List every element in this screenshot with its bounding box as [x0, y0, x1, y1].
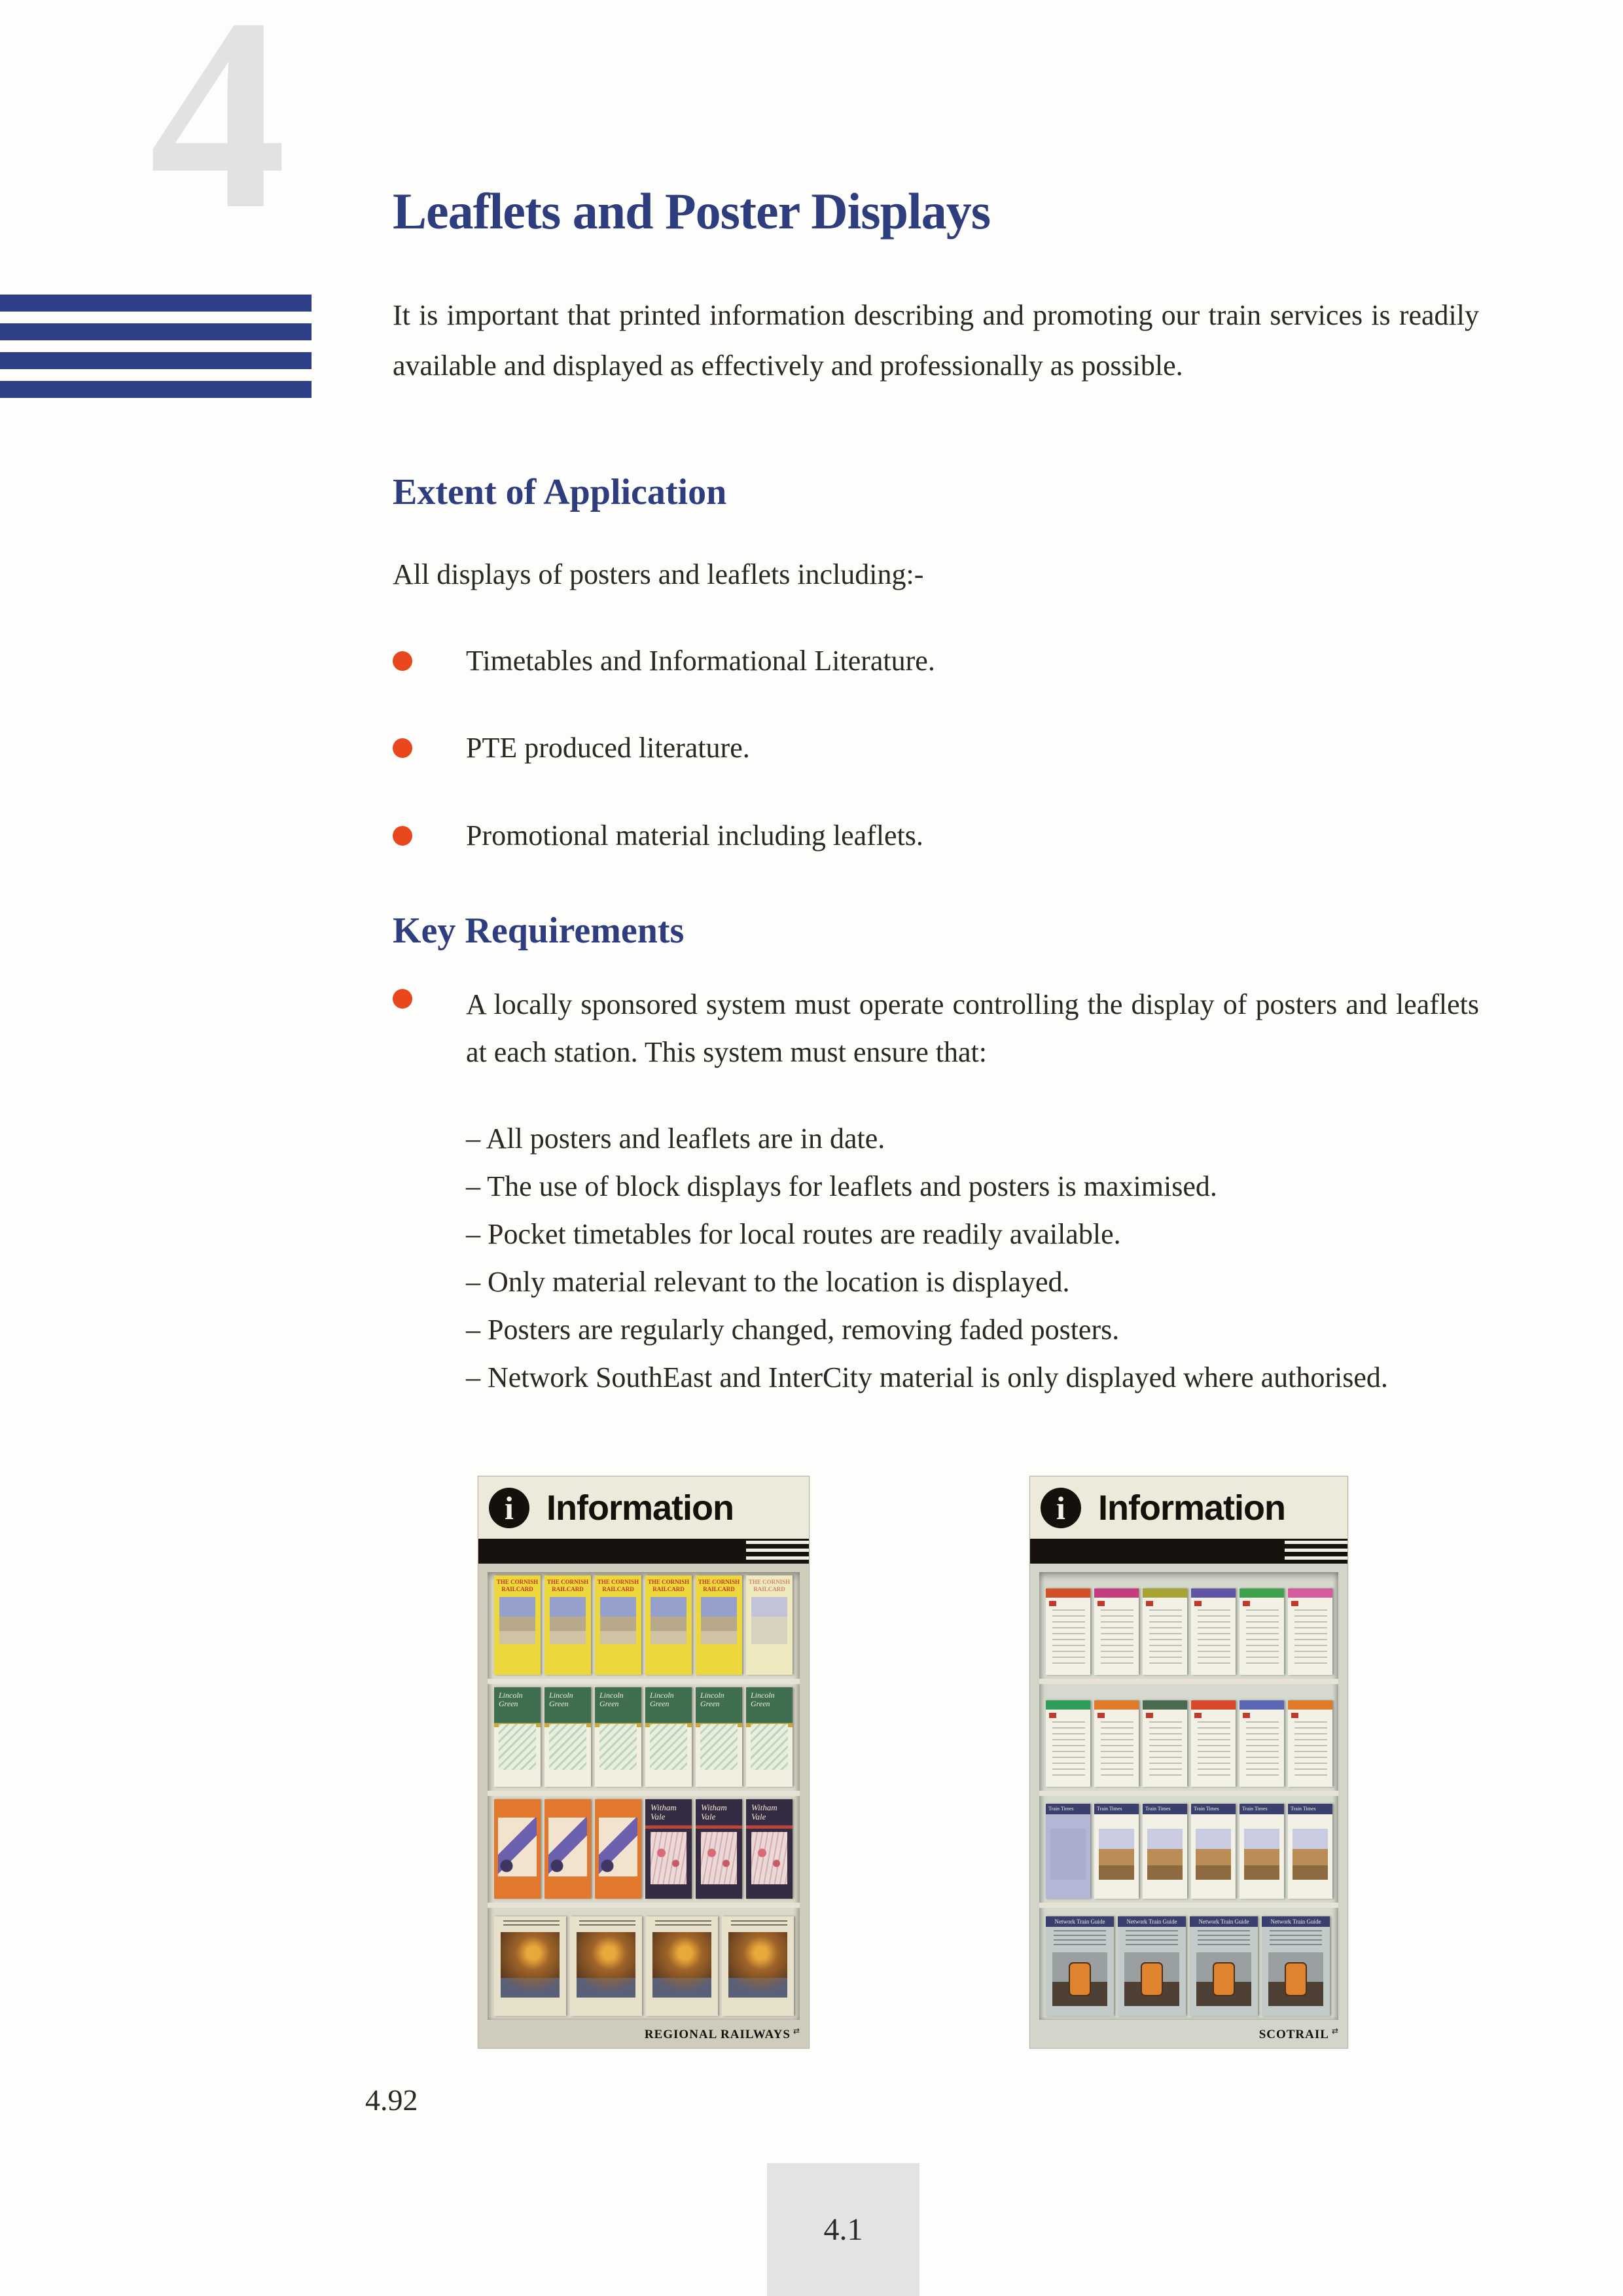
leaflet-title: Lincoln Green [751, 1691, 775, 1708]
train-photo [1285, 1962, 1307, 1996]
leaflet-cover-art [499, 1597, 535, 1644]
shelf-row [488, 1572, 800, 1684]
leaflet-timetable [1191, 1588, 1236, 1675]
information-sign-label: Information [546, 1488, 734, 1528]
stripe [0, 352, 312, 369]
leaflet-cornish-railcard [494, 1575, 541, 1675]
leaflet-train-times [1046, 1804, 1090, 1899]
leaflet-stripe [696, 1825, 742, 1829]
leaflet-cornish-railcard [595, 1575, 641, 1675]
leaflet-title: THE CORNISH RAILCARD [546, 1579, 589, 1592]
leaflet-cover-art [577, 1932, 635, 1998]
leaflet-text-lines [1198, 1609, 1230, 1666]
leaflet-witham-vale [696, 1799, 742, 1899]
leaflet-timetable [1046, 1588, 1090, 1675]
bullet-dot-icon [393, 826, 412, 846]
leaflet-cabinet [1039, 1572, 1338, 2020]
leaflet-title: Network Train Guide [1190, 1916, 1258, 1927]
leaflet-lincoln-green [645, 1687, 692, 1787]
leaflet-band [1143, 1588, 1187, 1598]
chapter-numeral: 4 [149, 0, 280, 266]
bullet-text: PTE produced literature. [466, 732, 750, 764]
leaflet-cornish-railcard [544, 1575, 591, 1675]
scotrail-logo: SCOTRAIL [1258, 2027, 1329, 2041]
sublist-item: – All posters and leaflets are in date. [466, 1122, 885, 1155]
leaflet-network-train-guide [1046, 1916, 1114, 2016]
leaflet-timetable [1094, 1588, 1139, 1675]
info-glyph: i [1056, 1489, 1065, 1526]
leaflet-cover-art [600, 1597, 636, 1644]
leaflet-title: Train Times [1143, 1804, 1187, 1814]
shelf-row [1039, 1684, 1338, 1796]
sign-stripes [746, 1541, 809, 1562]
leaflet-logo [1194, 1601, 1202, 1606]
leaflet-cover-art [550, 1597, 586, 1644]
leaflet-logo [1243, 1601, 1250, 1606]
leaflet-family-fare-special [544, 1799, 591, 1899]
leaflet-cornish-railcard [696, 1575, 742, 1675]
leaflet-cover-art [728, 1932, 787, 1998]
leaflet-train-times [1240, 1804, 1284, 1899]
leaflet-text-lines [1246, 1609, 1279, 1666]
leaflet-cover-art [501, 1932, 560, 1998]
sign-black-bar [1030, 1539, 1347, 1564]
leaflet-cover-art [499, 1724, 536, 1770]
bullet-item [393, 643, 935, 679]
leaflet-text-lines [1052, 1721, 1085, 1778]
leaflet-timetable [1191, 1700, 1236, 1787]
leaflet-timetable [1143, 1588, 1187, 1675]
shelf-row [1039, 1796, 1338, 1908]
regional-railways-logo: REGIONAL RAILWAYS [644, 2027, 791, 2041]
leaflet-title: Witham Vale [651, 1803, 677, 1821]
leaflet-title: Network Train Guide [1262, 1916, 1330, 1927]
leaflet-cover-art [599, 1724, 637, 1770]
leaflet-logo [1146, 1713, 1153, 1718]
bullet-text: Promotional material including leaflets. [466, 819, 923, 852]
leaflet-title: Train Times [1094, 1804, 1139, 1814]
leaflet-text-lines [1054, 1930, 1106, 1948]
bullet-item [393, 980, 1479, 1076]
shelf-row [488, 1908, 800, 2020]
leaflet-stripe [746, 1825, 793, 1829]
train-photo [1069, 1962, 1091, 1996]
leaflet-cover-art [1196, 1829, 1231, 1880]
leaflet-cover-art [701, 1832, 737, 1884]
leaflet-logo [1194, 1713, 1202, 1718]
leaflet-title: Network Train Guide [1046, 1916, 1114, 1927]
chapter-stripes [0, 295, 312, 398]
leaflet-witham-vale [645, 1799, 692, 1899]
leaflet-text-lines [1198, 1721, 1230, 1778]
leaflet-text-lines [1101, 1609, 1133, 1666]
leaflet-headline [655, 1920, 711, 1928]
sign-stripes [1285, 1541, 1347, 1562]
section-heading-extent: Extent of Application [393, 472, 727, 512]
leaflet-cover-art [751, 1597, 787, 1644]
leaflet-lincoln-green [494, 1687, 541, 1787]
leaflet-cornish-railcard [746, 1575, 793, 1675]
leaflet-cover-art [751, 1832, 787, 1884]
bullet-text: Timetables and Informational Literature. [466, 645, 935, 677]
leaflet-timetable [1240, 1700, 1284, 1787]
section-tab [767, 2163, 919, 2296]
sublist-item: – Network SouthEast and InterCity material is only displayed where authorised. [466, 1361, 1388, 1393]
leaflet-lincoln-green [595, 1687, 641, 1787]
leaflet-text-lines [1270, 1930, 1322, 1948]
train-photo [1141, 1962, 1163, 1996]
leaflet-cover-art [548, 1818, 587, 1876]
leaflet-logo [1243, 1713, 1250, 1718]
leaflet-title: THE CORNISH RAILCARD [496, 1579, 539, 1592]
section-heading-requirements: Key Requirements [393, 910, 685, 951]
stripe [0, 381, 312, 398]
leaflet-lincoln-green [544, 1687, 591, 1787]
extent-lead: All displays of posters and leaflets including:- [393, 558, 924, 590]
leaflet-cover-art [1196, 1952, 1251, 2006]
leaflet-band [1240, 1700, 1284, 1710]
leaflet-band [1094, 1700, 1139, 1710]
shelf-row [1039, 1908, 1338, 2020]
shelf-row [488, 1796, 800, 1908]
leaflet-text-lines [1052, 1609, 1085, 1666]
photo-regional-railways-display [478, 1476, 810, 2049]
leaflet-text-lines [1149, 1609, 1182, 1666]
leaflet-cover-art [1293, 1829, 1328, 1880]
leaflet-cornish-railcard [645, 1575, 692, 1675]
sublist-item: – Posters are regularly changed, removing faded posters. [466, 1314, 1120, 1346]
leaflet-title: Train Times [1191, 1804, 1236, 1814]
leaflet-band [1046, 1588, 1090, 1598]
leaflet-cover-art [1244, 1829, 1279, 1880]
information-sign [478, 1477, 809, 1539]
sublist-item: – Only material relevant to the location is displayed. [466, 1266, 1070, 1298]
cabinet-footer [1030, 2020, 1347, 2049]
leaflet-logo [1049, 1601, 1056, 1606]
leaflet-cover-art [1268, 1952, 1323, 2006]
leaflet-train-times [1191, 1804, 1236, 1899]
leaflet-logo [1097, 1601, 1105, 1606]
leaflet-title: Lincoln Green [650, 1691, 674, 1708]
leaflet-band [1094, 1588, 1139, 1598]
leaflet-headline [503, 1920, 560, 1928]
leaflet-title: Lincoln Green [599, 1691, 624, 1708]
information-icon [489, 1488, 529, 1528]
stripe [0, 323, 312, 340]
leaflet-logo [1291, 1713, 1298, 1718]
bullet-dot-icon [393, 989, 412, 1009]
sublist-item: – The use of block displays for leaflets and posters is maximised. [466, 1170, 1217, 1202]
leaflet-text-lines [1294, 1721, 1327, 1778]
leaflet-text-lines [1126, 1930, 1178, 1948]
info-glyph: i [505, 1489, 514, 1526]
leaflet-logo [1049, 1713, 1056, 1718]
leaflet-stripe [645, 1825, 692, 1829]
leaflet-family-fare-special [494, 1799, 541, 1899]
train-photo [1213, 1962, 1235, 1996]
leaflet-lincoln-green [746, 1687, 793, 1787]
bullet-dot-icon [393, 738, 412, 758]
leaflet-title: Train Times [1288, 1804, 1332, 1814]
leaflet-title: Lincoln Green [499, 1691, 523, 1708]
leaflet-timetable [1094, 1700, 1139, 1787]
leaflet-band [1191, 1588, 1236, 1598]
leaflet-logo [1097, 1713, 1105, 1718]
leaflet-text-lines [1198, 1930, 1250, 1948]
shelf-row [1039, 1572, 1338, 1684]
leaflet-timetable [1240, 1588, 1284, 1675]
leaflet-band [1288, 1588, 1332, 1598]
shelf-row [488, 1684, 800, 1796]
leaflet-train-times [1288, 1804, 1332, 1899]
leaflet-train-times [1143, 1804, 1187, 1899]
leaflet-title: THE CORNISH RAILCARD [748, 1579, 791, 1592]
cabinet-footer [478, 2020, 809, 2049]
leaflet-york-promotion [722, 1916, 794, 2016]
leaflet-headline [579, 1920, 635, 1928]
leaflet-text-lines [1246, 1721, 1279, 1778]
section-tab-label: 4.1 [823, 2212, 863, 2247]
br-double-arrow-icon: ⇄ [1331, 2026, 1338, 2036]
leaflet-cover-art [652, 1932, 711, 1998]
leaflet-cover-art [651, 1597, 687, 1644]
leaflet-logo [1291, 1601, 1298, 1606]
leaflet-york-promotion [570, 1916, 642, 2016]
leaflet-cover-art [700, 1724, 738, 1770]
information-sign [1030, 1477, 1347, 1539]
leaflet-cabinet [488, 1572, 800, 2020]
leaflet-text-lines [1101, 1721, 1133, 1778]
leaflet-cover-art [1099, 1829, 1134, 1880]
leaflet-cover-art [650, 1724, 687, 1770]
requirements-sublist [466, 1115, 1402, 1401]
leaflet-timetable [1143, 1700, 1187, 1787]
leaflet-cover-art [1124, 1952, 1179, 2006]
sign-black-bar [478, 1539, 809, 1564]
leaflet-cover-art [599, 1818, 637, 1876]
leaflet-cover-art [498, 1818, 537, 1876]
leaflet-text-lines [1149, 1721, 1182, 1778]
leaflet-title: Witham Vale [751, 1803, 777, 1821]
intro-paragraph: It is important that printed information describing and promoting our train services is readily available and displayed as effectively and professionally as possible. [393, 299, 1479, 382]
page-number: 4.92 [365, 2083, 418, 2117]
information-icon [1041, 1488, 1081, 1528]
photo-scotrail-display [1029, 1476, 1348, 2049]
leaflet-family-fare-special [595, 1799, 641, 1899]
leaflet-cover-art [751, 1724, 788, 1770]
leaflet-network-train-guide [1262, 1916, 1330, 2016]
leaflet-title: Train Times [1046, 1804, 1090, 1814]
leaflet-lincoln-green [696, 1687, 742, 1787]
leaflet-timetable [1288, 1700, 1332, 1787]
page-title: Leaflets and Poster Displays [393, 183, 991, 240]
leaflet-cover-art [651, 1832, 687, 1884]
leaflet-timetable [1288, 1588, 1332, 1675]
leaflet-band [1240, 1588, 1284, 1598]
leaflet-title: THE CORNISH RAILCARD [647, 1579, 690, 1592]
leaflet-cover-art [701, 1597, 737, 1644]
leaflet-witham-vale [746, 1799, 793, 1899]
leaflet-title: THE CORNISH RAILCARD [597, 1579, 639, 1592]
leaflet-headline [731, 1920, 787, 1928]
leaflet-train-times [1094, 1804, 1139, 1899]
bullet-text: A locally sponsored system must operate controlling the display of posters and leaflets at each station. This system must ensure that: [466, 988, 1479, 1068]
leaflet-band [1143, 1700, 1187, 1710]
leaflet-cover-art [1052, 1952, 1107, 2006]
leaflet-logo [1146, 1601, 1153, 1606]
stripe [0, 295, 312, 312]
bullet-dot-icon [393, 651, 412, 671]
bullet-item [393, 730, 750, 766]
leaflet-band [1288, 1700, 1332, 1710]
leaflet-cover-art [549, 1724, 586, 1770]
leaflet-title: THE CORNISH RAILCARD [698, 1579, 740, 1592]
leaflet-title: Lincoln Green [700, 1691, 724, 1708]
leaflet-title: Lincoln Green [549, 1691, 573, 1708]
leaflet-network-train-guide [1118, 1916, 1186, 2016]
leaflet-york-promotion [646, 1916, 718, 2016]
leaflet-title: Network Train Guide [1118, 1916, 1186, 1927]
leaflet-band [1191, 1700, 1236, 1710]
leaflet-text-lines [1294, 1609, 1327, 1666]
leaflet-title: Train Times [1240, 1804, 1284, 1814]
leaflet-timetable [1046, 1700, 1090, 1787]
br-double-arrow-icon: ⇄ [793, 2026, 800, 2036]
leaflet-title: Witham Vale [701, 1803, 727, 1821]
leaflet-network-train-guide [1190, 1916, 1258, 2016]
information-sign-label: Information [1098, 1488, 1285, 1528]
leaflet-york-promotion [494, 1916, 566, 2016]
bullet-item [393, 817, 923, 854]
leaflet-band [1046, 1700, 1090, 1710]
leaflet-cover-art [1147, 1829, 1183, 1880]
leaflet-cover-art [1050, 1829, 1086, 1880]
sublist-item: – Pocket timetables for local routes are readily available. [466, 1218, 1121, 1250]
